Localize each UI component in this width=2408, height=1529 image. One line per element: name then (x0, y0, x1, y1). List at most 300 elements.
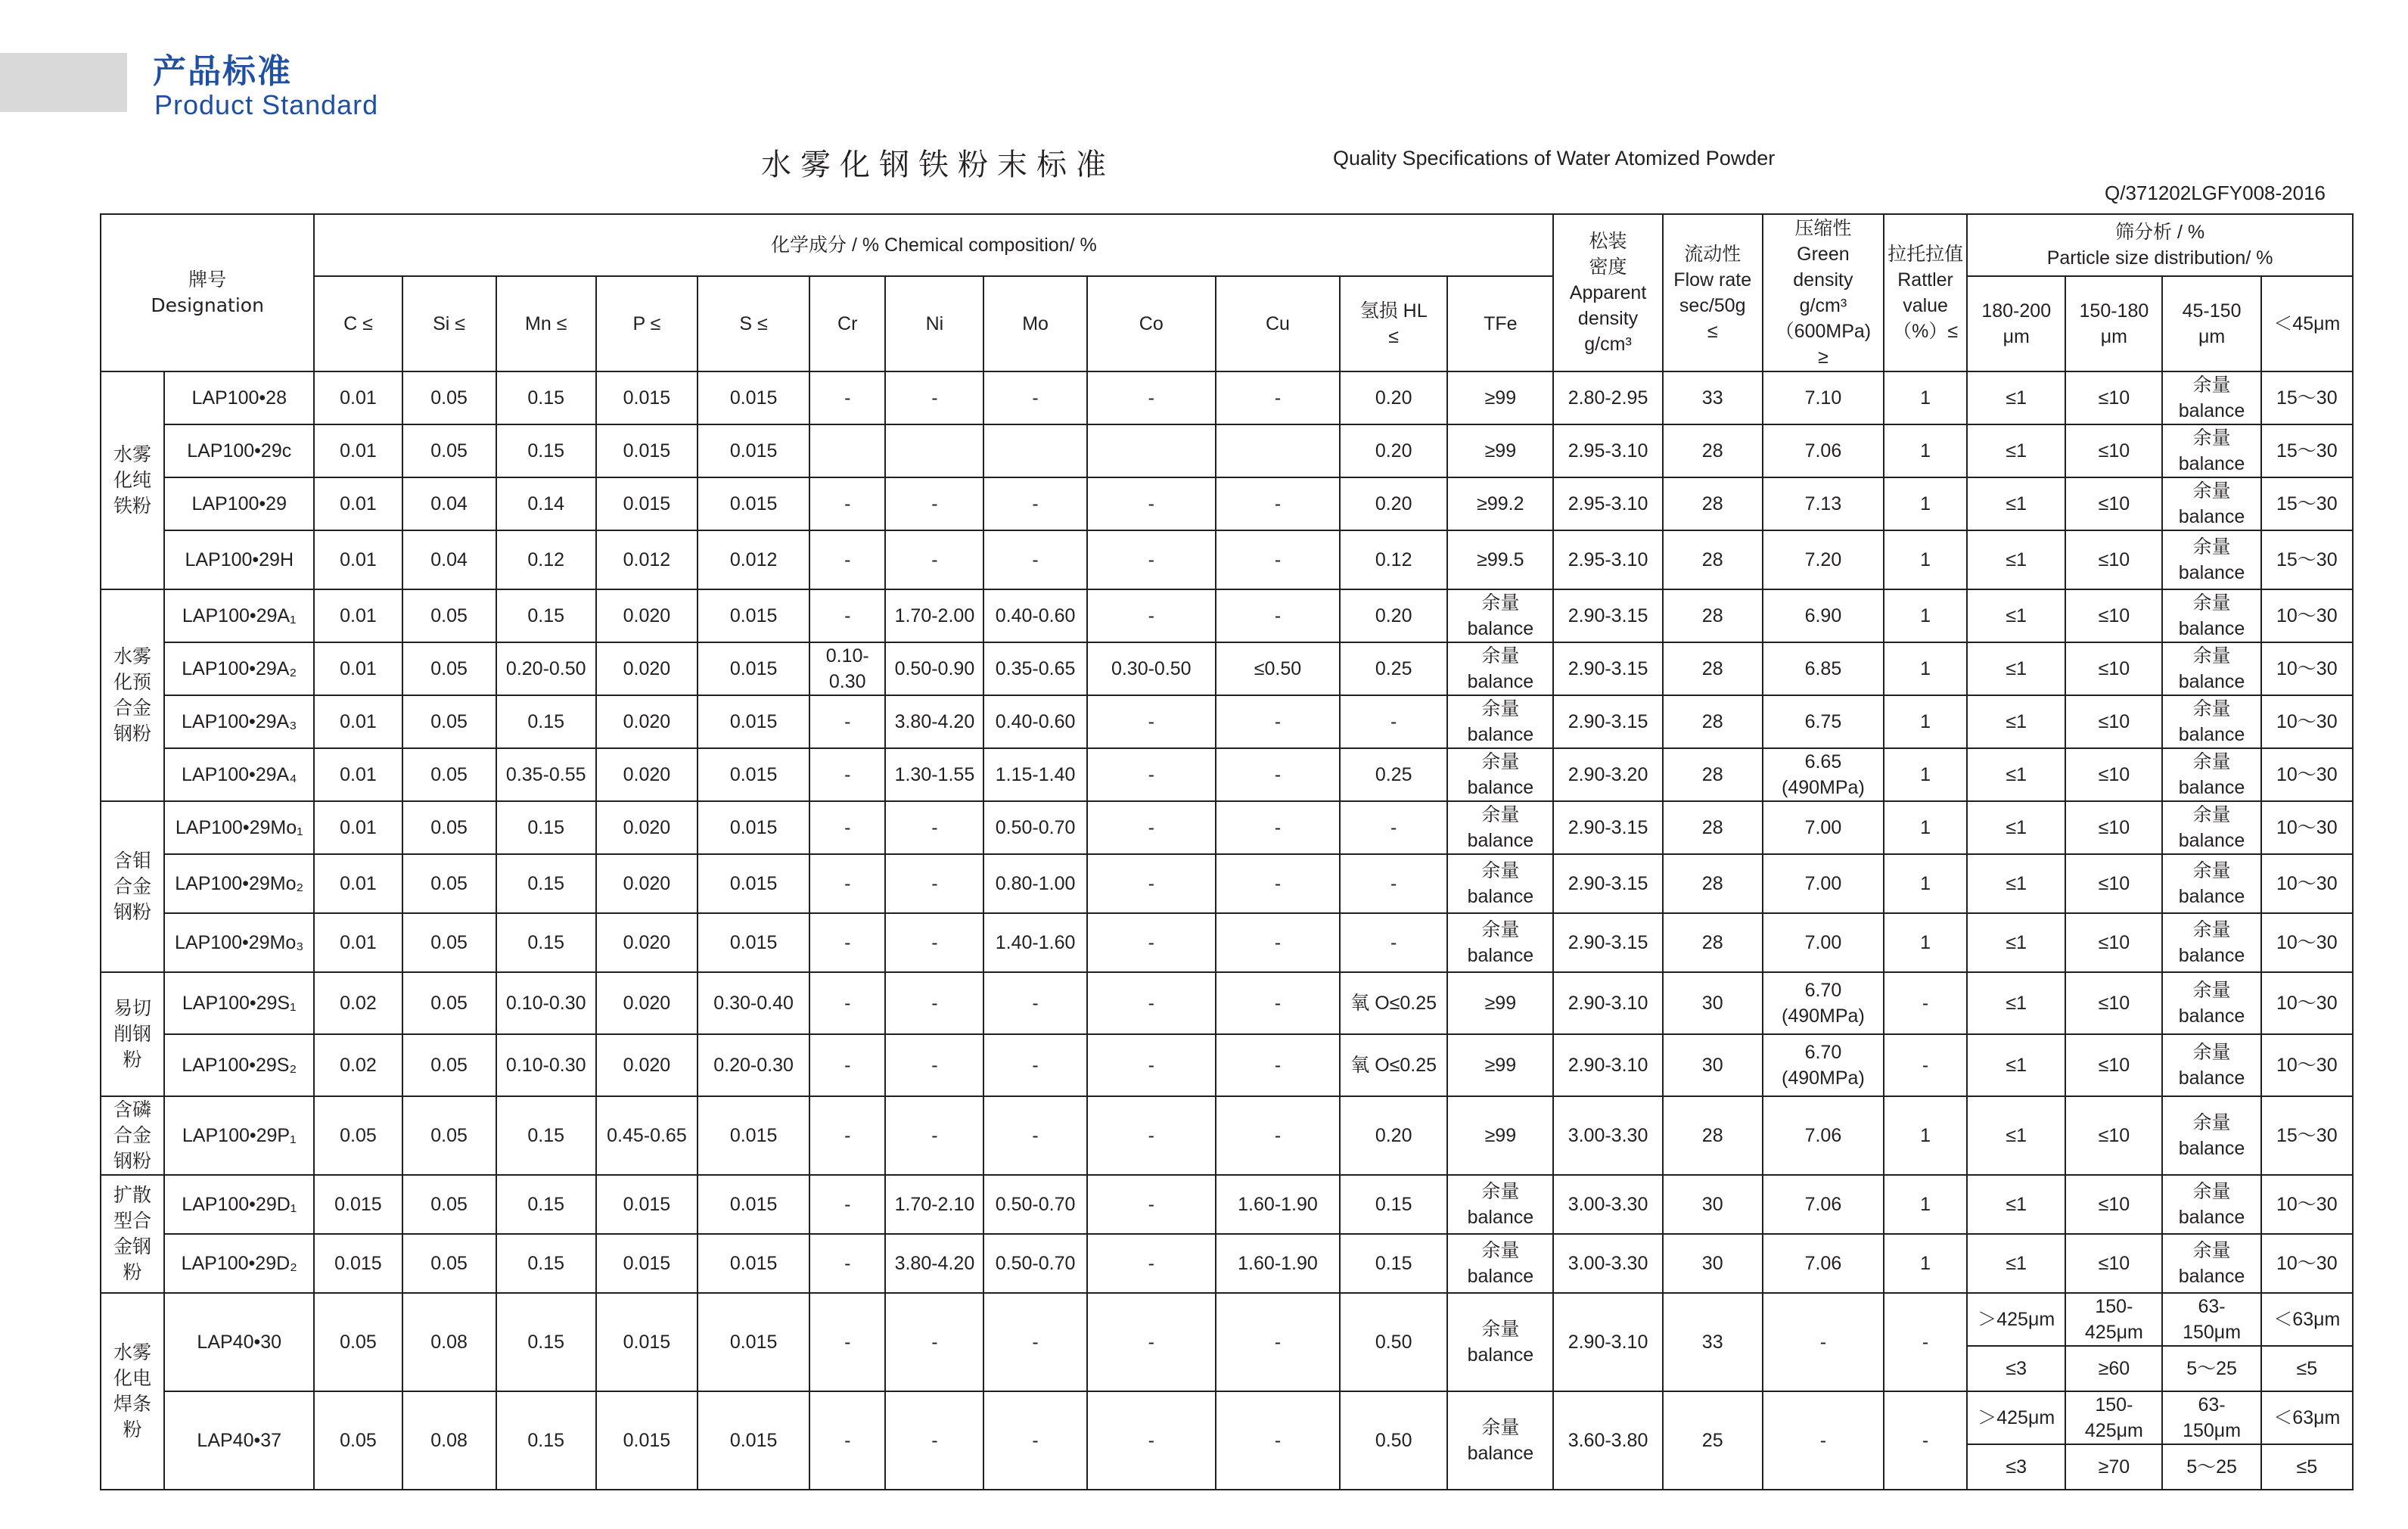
value-cell: 0.20 (1340, 1096, 1447, 1175)
value-cell: 0.015 (596, 371, 698, 424)
col-si: Si ≤ (402, 276, 496, 371)
value-cell: ≤3 (1967, 1444, 2065, 1490)
value-cell: 0.01 (314, 530, 402, 589)
value-cell: 0.15 (496, 1391, 596, 1490)
value-cell: 0.05 (402, 1096, 496, 1175)
value-cell: - (1216, 477, 1340, 530)
value-cell: 0.08 (402, 1391, 496, 1490)
value-cell: 0.020 (596, 801, 698, 854)
value-cell: ≥99 (1447, 1034, 1553, 1096)
value-cell: 0.50-0.70 (983, 1234, 1086, 1293)
value-cell: - (983, 477, 1086, 530)
value-cell: - (1087, 1293, 1216, 1391)
value-cell: - (1216, 748, 1340, 801)
category-cell: 易切 削钢 粉 (101, 972, 164, 1096)
value-cell: 余量 balance (1447, 589, 1553, 642)
value-cell: - (885, 477, 983, 530)
value-cell: 15～30 (2261, 477, 2353, 530)
value-cell: 30 (1663, 1034, 1763, 1096)
value-cell: 余量 balance (2162, 589, 2260, 642)
value-cell: 0.05 (402, 748, 496, 801)
value-cell: 28 (1663, 424, 1763, 477)
value-cell: - (885, 530, 983, 589)
designation-cell: LAP100•29A₃ (164, 695, 314, 748)
value-cell: 余量 balance (2162, 1034, 2260, 1096)
value-cell: 6.90 (1763, 589, 1884, 642)
value-cell: 2.95-3.10 (1553, 424, 1662, 477)
value-cell: 0.12 (496, 530, 596, 589)
apparent-density-header: 松装 密度 Apparent density g/cm³ (1553, 214, 1662, 371)
col-co: Co (1087, 276, 1216, 371)
value-cell: - (1087, 477, 1216, 530)
value-cell: 5～25 (2162, 1346, 2260, 1391)
table-row (101, 530, 2353, 589)
value-cell: 1 (1884, 589, 1967, 642)
col-ps2: 150-180 μm (2065, 276, 2162, 371)
value-cell: 余量 balance (1447, 1391, 1553, 1490)
designation-cell: LAP100•29A₄ (164, 748, 314, 801)
value-cell: - (809, 371, 885, 424)
value-cell: 0.20-0.30 (698, 1034, 809, 1096)
value-cell: ≥99.2 (1447, 477, 1553, 530)
value-cell: ≥99 (1447, 424, 1553, 477)
col-mo: Mo (983, 276, 1086, 371)
value-cell: 0.020 (596, 972, 698, 1034)
value-cell: - (1216, 371, 1340, 424)
value-cell: 0.05 (402, 424, 496, 477)
value-cell: ≤10 (2065, 972, 2162, 1034)
value-cell: - (1087, 748, 1216, 801)
value-cell: - (1763, 1391, 1884, 1490)
designation-cell: LAP100•29A₂ (164, 642, 314, 695)
value-cell: 1.30-1.55 (885, 748, 983, 801)
value-cell: 余量 balance (2162, 371, 2260, 424)
value-cell: 0.020 (596, 913, 698, 972)
value-cell: 2.95-3.10 (1553, 477, 1662, 530)
value-cell: ≤10 (2065, 477, 2162, 530)
table-row (101, 371, 2353, 424)
value-cell: 0.40-0.60 (983, 695, 1086, 748)
value-cell: 余量 balance (1447, 1175, 1553, 1234)
value-cell: 0.015 (596, 1234, 698, 1293)
value-cell: 10～30 (2261, 801, 2353, 854)
value-cell: - (1340, 913, 1447, 972)
designation-cell: LAP40•30 (164, 1293, 314, 1391)
value-cell: ≥99 (1447, 371, 1553, 424)
col-ps3: 45-150 μm (2162, 276, 2260, 371)
value-cell: ≥99 (1447, 972, 1553, 1034)
value-cell: 0.015 (698, 1175, 809, 1234)
category-cell: 含磷 合金 钢粉 (101, 1096, 164, 1175)
value-cell: 3.00-3.30 (1553, 1096, 1662, 1175)
col-cr: Cr (809, 276, 885, 371)
value-cell (983, 424, 1086, 477)
value-cell: 15～30 (2261, 371, 2353, 424)
value-cell: - (1884, 1034, 1967, 1096)
value-cell: 0.020 (596, 642, 698, 695)
value-cell: 10～30 (2261, 913, 2353, 972)
value-cell: 0.01 (314, 424, 402, 477)
value-cell: ≤1 (1967, 477, 2065, 530)
value-cell: 0.15 (496, 424, 596, 477)
value-cell: - (885, 972, 983, 1034)
value-cell: ≤1 (1967, 589, 2065, 642)
value-cell: 余量 balance (2162, 1175, 2260, 1234)
value-cell: ≤0.50 (1216, 642, 1340, 695)
value-cell: 0.14 (496, 477, 596, 530)
value-cell: ≤10 (2065, 748, 2162, 801)
col-hl: 氢损 HL ≤ (1340, 276, 1447, 371)
value-cell: 6.70 (490MPa) (1763, 972, 1884, 1034)
value-cell: 0.04 (402, 477, 496, 530)
designation-cell: LAP100•29H (164, 530, 314, 589)
value-cell: 0.15 (496, 1293, 596, 1391)
value-cell: 0.15 (496, 854, 596, 913)
value-cell: 0.10-0.30 (496, 972, 596, 1034)
value-cell: 1.60-1.90 (1216, 1175, 1340, 1234)
value-cell: - (1884, 1391, 1967, 1490)
value-cell: 0.015 (314, 1175, 402, 1234)
value-cell: - (809, 1096, 885, 1175)
value-cell: 3.00-3.30 (1553, 1175, 1662, 1234)
value-cell: - (809, 748, 885, 801)
value-cell: 1.40-1.60 (983, 913, 1086, 972)
value-cell: 2.90-3.10 (1553, 1293, 1662, 1391)
value-cell: ≤10 (2065, 801, 2162, 854)
value-cell: ≤10 (2065, 695, 2162, 748)
page-title-cn: 产品标准 (153, 52, 292, 91)
value-cell: 30 (1663, 1234, 1763, 1293)
value-cell: 10～30 (2261, 1234, 2353, 1293)
value-cell: 2.80-2.95 (1553, 371, 1662, 424)
value-cell: ≤10 (2065, 642, 2162, 695)
value-cell: 3.80-4.20 (885, 695, 983, 748)
value-cell: 余量 balance (2162, 1096, 2260, 1175)
value-cell: 0.05 (314, 1096, 402, 1175)
value-cell: 余量 balance (2162, 748, 2260, 801)
spec-table (100, 213, 2354, 1490)
table-row (101, 1234, 2353, 1293)
value-cell: 余量 balance (1447, 801, 1553, 854)
value-cell: 33 (1663, 1293, 1763, 1391)
value-cell: 0.50 (1340, 1391, 1447, 1490)
table-row (101, 642, 2353, 695)
value-cell: 0.05 (314, 1391, 402, 1490)
value-cell: ≤1 (1967, 801, 2065, 854)
value-cell: - (1216, 530, 1340, 589)
value-cell: 0.10- 0.30 (809, 642, 885, 695)
value-cell: 15～30 (2261, 424, 2353, 477)
value-cell: 0.05 (402, 371, 496, 424)
table-row (101, 913, 2353, 972)
doc-title-en: Quality Specifications of Water Atomized Powder (1333, 147, 1776, 169)
col-tfe: TFe (1447, 276, 1553, 371)
chem-comp-header: 化学成分 / % Chemical composition/ % (314, 214, 1553, 276)
table-row (101, 1391, 2353, 1444)
value-cell: 余量 balance (2162, 477, 2260, 530)
value-cell: 7.06 (1763, 1234, 1884, 1293)
value-cell: - (1087, 1096, 1216, 1175)
value-cell: - (1087, 695, 1216, 748)
value-cell: - (809, 1234, 885, 1293)
value-cell: - (983, 1034, 1086, 1096)
value-cell: 30 (1663, 972, 1763, 1034)
value-cell: ≤5 (2261, 1346, 2353, 1391)
designation-cell: LAP100•29Mo₁ (164, 801, 314, 854)
value-cell: 余量 balance (2162, 642, 2260, 695)
value-cell: - (1340, 801, 1447, 854)
value-cell: 1.70-2.10 (885, 1175, 983, 1234)
value-cell: - (809, 1391, 885, 1490)
value-cell: 0.012 (698, 530, 809, 589)
value-cell: 0.015 (596, 1293, 698, 1391)
value-cell: - (809, 972, 885, 1034)
value-cell: 0.015 (698, 748, 809, 801)
value-cell: - (1216, 1391, 1340, 1490)
value-cell: 0.35-0.65 (983, 642, 1086, 695)
value-cell: ≤1 (1967, 424, 2065, 477)
value-cell: - (1087, 801, 1216, 854)
value-cell: 1 (1884, 854, 1967, 913)
value-cell: - (1216, 1096, 1340, 1175)
value-cell: - (809, 1034, 885, 1096)
value-cell: ≤3 (1967, 1346, 2065, 1391)
value-cell: ≤1 (1967, 371, 2065, 424)
value-cell: 1 (1884, 695, 1967, 748)
value-cell: 2.90-3.15 (1553, 642, 1662, 695)
value-cell: ≤1 (1967, 748, 2065, 801)
value-cell (809, 424, 885, 477)
value-cell: 10～30 (2261, 1175, 2353, 1234)
value-cell: 0.20 (1340, 424, 1447, 477)
value-cell: 3.60-3.80 (1553, 1391, 1662, 1490)
value-cell: 1 (1884, 801, 1967, 854)
value-cell: - (1087, 972, 1216, 1034)
value-cell: 15～30 (2261, 530, 2353, 589)
value-cell: 0.05 (402, 589, 496, 642)
designation-header: 牌号 Designation (101, 214, 314, 371)
value-cell: ≤1 (1967, 642, 2065, 695)
value-cell: 1 (1884, 1175, 1967, 1234)
value-cell: 余量 balance (2162, 530, 2260, 589)
value-cell: ≤10 (2065, 1234, 2162, 1293)
value-cell: 0.50-0.70 (983, 801, 1086, 854)
value-cell: ≤1 (1967, 695, 2065, 748)
value-cell: - (1216, 1293, 1340, 1391)
value-cell: 15～30 (2261, 1096, 2353, 1175)
particle-range-cell: 150- 425μm (2065, 1391, 2162, 1444)
rattler-header: 拉托拉值 Rattler value （%）≤ (1884, 214, 1967, 371)
value-cell: 0.25 (1340, 642, 1447, 695)
value-cell: 0.45-0.65 (596, 1096, 698, 1175)
particle-range-cell: 63- 150μm (2162, 1391, 2260, 1444)
value-cell: - (809, 477, 885, 530)
standard-code: Q/371202LGFY008-2016 (2105, 182, 2326, 204)
value-cell: 0.015 (698, 1293, 809, 1391)
value-cell: - (1087, 1034, 1216, 1096)
value-cell: ≤1 (1967, 854, 2065, 913)
col-cu: Cu (1216, 276, 1340, 371)
value-cell: 余量 balance (1447, 854, 1553, 913)
value-cell: 0.015 (596, 1391, 698, 1490)
value-cell: ≤10 (2065, 854, 2162, 913)
value-cell: 2.90-3.15 (1553, 589, 1662, 642)
value-cell: ≤10 (2065, 913, 2162, 972)
value-cell: 7.13 (1763, 477, 1884, 530)
value-cell: 0.01 (314, 913, 402, 972)
value-cell: 2.90-3.15 (1553, 854, 1662, 913)
designation-cell: LAP100•29S₁ (164, 972, 314, 1034)
value-cell: 33 (1663, 371, 1763, 424)
value-cell: - (1087, 589, 1216, 642)
particle-range-cell: ＞425μm (1967, 1293, 2065, 1346)
value-cell: 28 (1663, 589, 1763, 642)
value-cell: 0.20-0.50 (496, 642, 596, 695)
value-cell: - (809, 530, 885, 589)
value-cell: 0.02 (314, 972, 402, 1034)
value-cell: ≤10 (2065, 371, 2162, 424)
value-cell: 0.25 (1340, 748, 1447, 801)
value-cell: 余量 balance (1447, 1293, 1553, 1391)
col-ps1: 180-200 μm (1967, 276, 2065, 371)
value-cell: 0.015 (596, 1175, 698, 1234)
designation-cell: LAP100•29A₁ (164, 589, 314, 642)
value-cell: 0.50 (1340, 1293, 1447, 1391)
value-cell: 6.70 (490MPa) (1763, 1034, 1884, 1096)
table-row (101, 477, 2353, 530)
particle-range-cell: ＞425μm (1967, 1391, 2065, 1444)
value-cell: 1 (1884, 913, 1967, 972)
value-cell: 0.015 (698, 801, 809, 854)
value-cell: 余量 balance (2162, 424, 2260, 477)
value-cell: 0.15 (496, 371, 596, 424)
value-cell: 1.70-2.00 (885, 589, 983, 642)
value-cell (1216, 424, 1340, 477)
value-cell: 0.015 (698, 1391, 809, 1490)
value-cell: 28 (1663, 695, 1763, 748)
value-cell: - (1340, 854, 1447, 913)
value-cell: 5～25 (2162, 1444, 2260, 1490)
value-cell: 0.05 (402, 801, 496, 854)
value-cell: - (809, 589, 885, 642)
value-cell: - (983, 1391, 1086, 1490)
value-cell: 2.90-3.10 (1553, 1034, 1662, 1096)
value-cell: 7.06 (1763, 424, 1884, 477)
particle-range-cell: 63- 150μm (2162, 1293, 2260, 1346)
value-cell: - (1216, 854, 1340, 913)
category-cell: 水雾 化纯 铁粉 (101, 371, 164, 589)
value-cell: - (1087, 1175, 1216, 1234)
value-cell: - (983, 1096, 1086, 1175)
table-row (101, 424, 2353, 477)
value-cell: ≤10 (2065, 530, 2162, 589)
value-cell: 0.015 (698, 371, 809, 424)
value-cell: - (1087, 1234, 1216, 1293)
value-cell: - (1087, 530, 1216, 589)
value-cell: - (1763, 1293, 1884, 1391)
value-cell: 余量 balance (2162, 1234, 2260, 1293)
value-cell: 0.30-0.50 (1087, 642, 1216, 695)
value-cell: 1 (1884, 530, 1967, 589)
value-cell: - (885, 801, 983, 854)
value-cell: 28 (1663, 854, 1763, 913)
value-cell: - (1087, 371, 1216, 424)
value-cell: ≥60 (2065, 1346, 2162, 1391)
value-cell: 0.35-0.55 (496, 748, 596, 801)
value-cell: 7.20 (1763, 530, 1884, 589)
value-cell: 0.01 (314, 642, 402, 695)
doc-title-cn: 水雾化钢铁粉末标准 (761, 148, 1115, 182)
value-cell: 0.15 (496, 589, 596, 642)
particle-range-cell: 150- 425μm (2065, 1293, 2162, 1346)
particle-size-header: 筛分析 / % Particle size distribution/ % (1967, 214, 2353, 276)
value-cell: 余量 balance (2162, 695, 2260, 748)
value-cell: 6.75 (1763, 695, 1884, 748)
value-cell: 0.15 (1340, 1234, 1447, 1293)
table-row (101, 695, 2353, 748)
value-cell: 7.00 (1763, 801, 1884, 854)
value-cell: 1.60-1.90 (1216, 1234, 1340, 1293)
value-cell: 6.65 (490MPa) (1763, 748, 1884, 801)
value-cell: - (983, 371, 1086, 424)
value-cell: - (1216, 801, 1340, 854)
value-cell: - (1087, 854, 1216, 913)
value-cell: 2.90-3.15 (1553, 801, 1662, 854)
value-cell: 0.05 (402, 972, 496, 1034)
value-cell: 0.015 (698, 424, 809, 477)
value-cell: 10～30 (2261, 854, 2353, 913)
value-cell: 1 (1884, 1096, 1967, 1175)
value-cell: 0.05 (402, 1234, 496, 1293)
value-cell: 0.15 (496, 1234, 596, 1293)
value-cell: 28 (1663, 748, 1763, 801)
value-cell: 10～30 (2261, 1034, 2353, 1096)
value-cell: 0.020 (596, 854, 698, 913)
green-density-header: 压缩性 Green density g/cm³ （600MPa) ≥ (1763, 214, 1884, 371)
page-title-en: Product Standard (154, 89, 379, 120)
value-cell: ≤10 (2065, 1175, 2162, 1234)
designation-cell: LAP100•29P₁ (164, 1096, 314, 1175)
value-cell: 7.00 (1763, 913, 1884, 972)
table-row (101, 972, 2353, 1034)
value-cell: 余量 balance (1447, 642, 1553, 695)
col-mn: Mn ≤ (496, 276, 596, 371)
designation-cell: LAP100•29D₂ (164, 1234, 314, 1293)
value-cell: 余量 balance (2162, 854, 2260, 913)
value-cell: 余量 balance (2162, 913, 2260, 972)
value-cell: 28 (1663, 530, 1763, 589)
section-marker (0, 53, 127, 112)
value-cell: 1.15-1.40 (983, 748, 1086, 801)
value-cell: ≤10 (2065, 1034, 2162, 1096)
col-c: C ≤ (314, 276, 402, 371)
value-cell: ≥70 (2065, 1444, 2162, 1490)
col-p: P ≤ (596, 276, 698, 371)
value-cell: - (1216, 589, 1340, 642)
value-cell: 余量 balance (2162, 801, 2260, 854)
designation-cell: LAP100•29D₁ (164, 1175, 314, 1234)
value-cell: - (885, 1096, 983, 1175)
table-row (101, 748, 2353, 801)
value-cell: - (885, 1391, 983, 1490)
value-cell: ≤1 (1967, 913, 2065, 972)
value-cell: 2.90-3.15 (1553, 695, 1662, 748)
value-cell: 0.020 (596, 1034, 698, 1096)
table-row (101, 1175, 2353, 1234)
value-cell: 0.50-0.90 (885, 642, 983, 695)
value-cell: - (1216, 1034, 1340, 1096)
value-cell: 0.15 (496, 1096, 596, 1175)
